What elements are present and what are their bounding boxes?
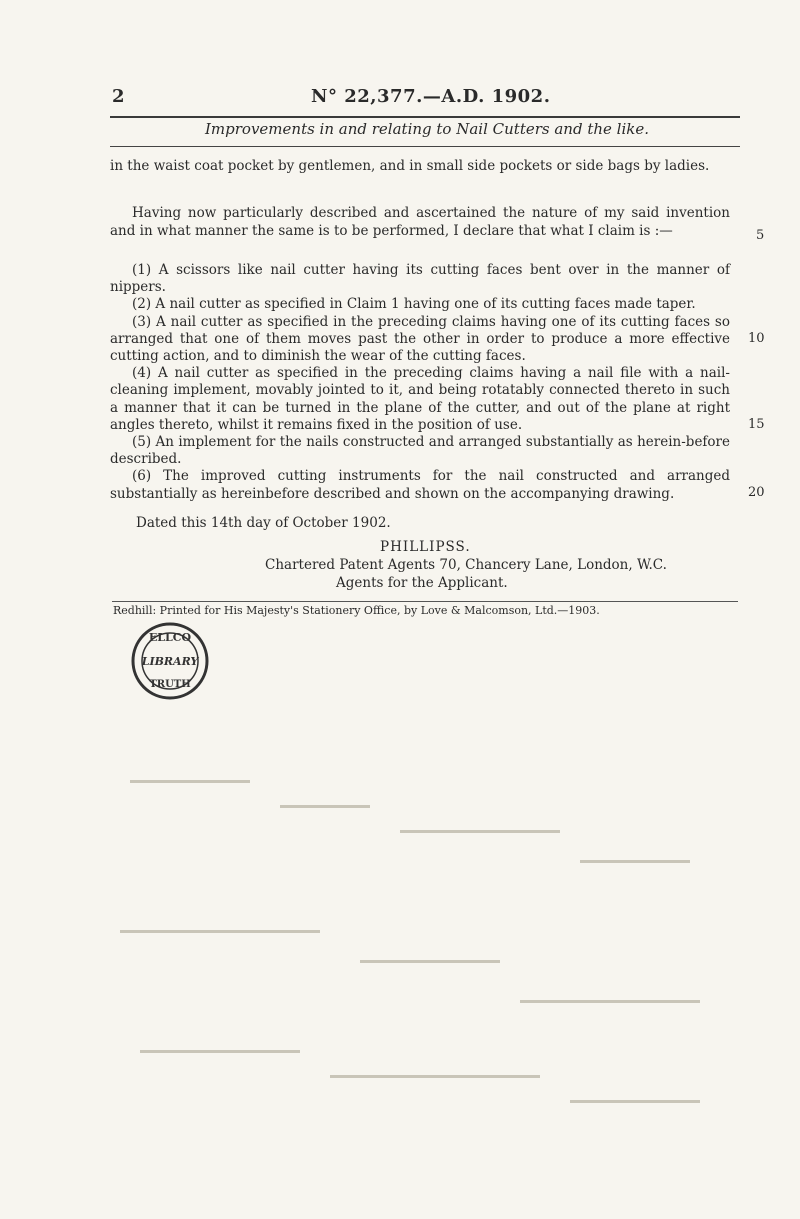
signature-applicant: Agents for the Applicant. [336,575,508,591]
printer-imprint: Redhill: Printed for His Majesty's Stationery Office, by Love & Malcomson, Ltd.—1903. [113,604,600,617]
claim-2: (2) A nail cutter as specified in Claim 1 having one of its cutting faces made taper. [132,296,696,313]
seal-top-text: ELLCO [148,631,192,644]
line-number-5: 5 [756,228,765,243]
signature-name: PHILLIPSS. [380,539,471,555]
dated-line: Dated this 14th day of October 1902. [136,515,391,531]
page-number: 2 [112,86,125,107]
claim-5: (5) An implement for the nails constructed and arranged substantially as herein-before described. [110,434,730,468]
line-number-10: 10 [748,331,765,346]
paragraph-pocket: in the waist coat pocket by gentlemen, and in small side pockets or side bags by ladies. [110,158,710,174]
paragraph-claim-intro: Having now particularly described and ascertained the nature of my said invention and in what manner the same is to be performed, I declare that what I claim is :— [110,205,730,239]
claims-list [110,262,730,503]
header-rule [110,116,740,118]
claim-4: (4) A nail cutter as specified in the preceding claims having a nail file with a nail-cleaning implement, movably jointed to it, and being rotatably connected thereto in such a manner that it can be turned in the plane of the cutter, and out of the plane at right angles thereto, whilst it remains fixed in the position of use. [110,365,730,433]
line-number-20: 20 [748,485,765,500]
claim-3: (3) A nail cutter as specified in the preceding claims having one of its cutting faces so arranged that one of them moves past the other in order to produce a more effective cutting action, and to diminish the wear of the cutting faces. [110,313,730,365]
faded-offset-print [100,530,790,1170]
seal-middle-text: LIBRARY [141,655,199,668]
signature-agents: Chartered Patent Agents 70, Chancery Lane, London, W.C. [265,557,667,573]
claim-6: (6) The improved cutting instruments for the nail constructed and arranged substantially as hereinbefore described and shown on the accompanying drawing. [110,468,730,502]
claim-1: (1) A scissors like nail cutter having its cutting faces bent over in the manner of nippers. [110,262,730,296]
running-title: Improvements in and relating to Nail Cutters and the like. [205,120,650,138]
line-number-15: 15 [748,417,765,432]
seal-bottom-text: TRUTH [149,679,191,690]
patent-number: N° 22,377.—A.D. 1902. [311,86,551,107]
title-rule [110,146,740,147]
